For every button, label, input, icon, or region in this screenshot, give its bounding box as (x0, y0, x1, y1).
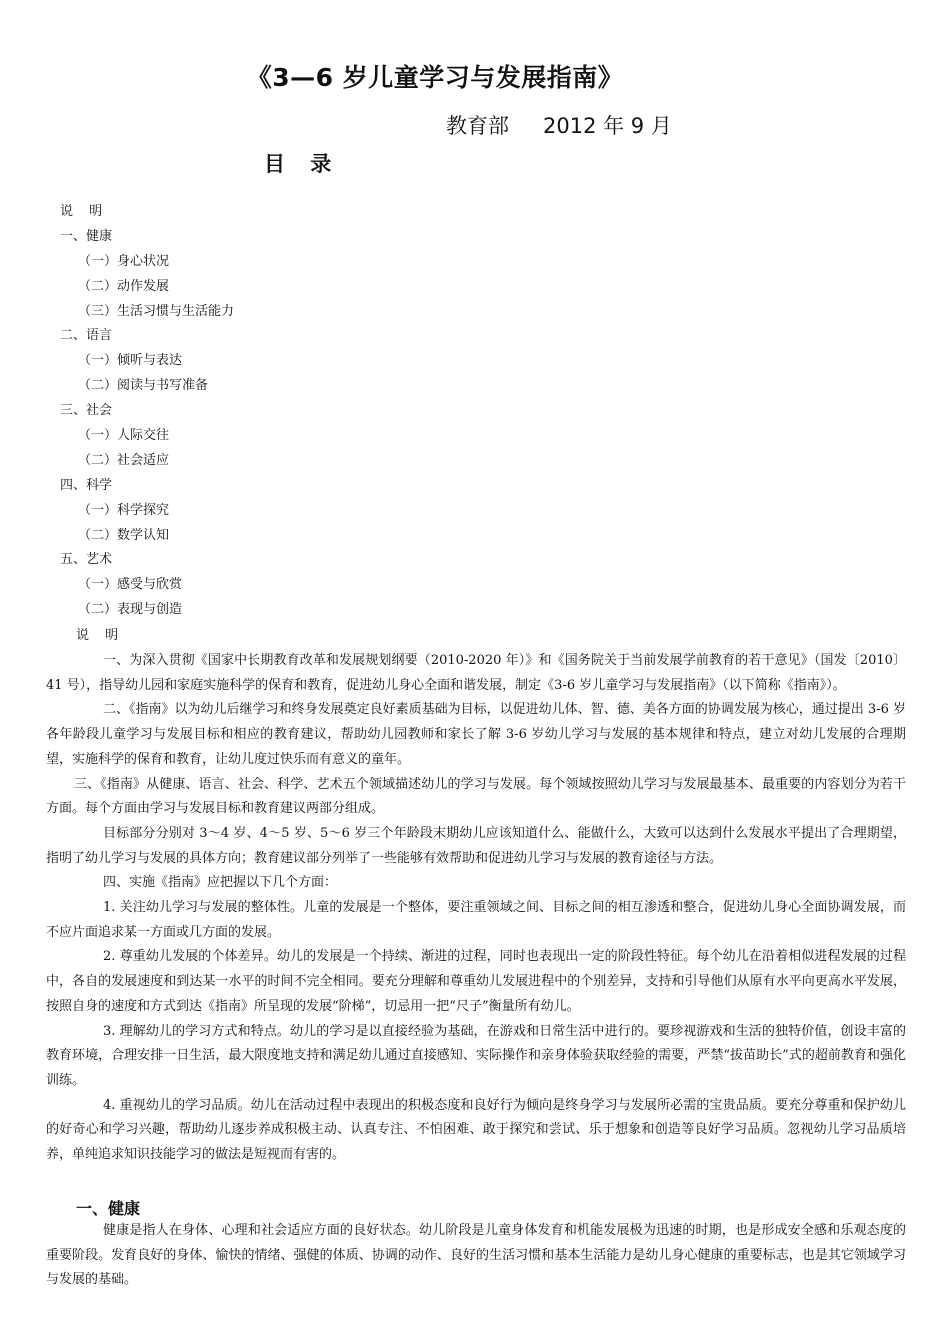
table-of-contents (60, 200, 234, 623)
document-date: 2012 年 9 月 (543, 114, 672, 138)
health-body (46, 1219, 906, 1293)
toc-item[interactable]: 说 明 (60, 204, 109, 219)
toc-item[interactable]: （三）生活习惯与生活能力 (78, 303, 235, 319)
paragraph: 1. 关注幼儿学习与发展的整体性。儿童的发展是一个整体，要注重领域之间、目标之间的相互渗透和整合，促进幼儿身心全面协调发展，而不应片面追求某一方面或几方面的发展。 (46, 900, 906, 940)
toc-item[interactable]: （二）阅读与书写准备 (78, 378, 209, 394)
document-author: 教育部 (446, 114, 509, 138)
toc-item[interactable]: 一、健康 (60, 228, 113, 244)
paragraph: 3. 理解幼儿的学习方式和特点。幼儿的学习是以直接经验为基础，在游戏和日常生活中进行的。要珍视游戏和生活的独特价值，创设丰富的教育环境，合理安排一日生活，最大限度地支持和满足幼儿通过直接感知、实际操作和亲身体验获取经验的需要，严禁“拔苗助长”式的超前教育和强化训练。 (46, 1023, 906, 1088)
toc-item[interactable]: （一）人际交往 (78, 428, 170, 444)
toc-item[interactable]: （一）感受与欣赏 (78, 577, 183, 593)
paragraph: 一、为深入贯彻《国家中长期教育改革和发展规划纲要（2010-2020 年）》和《国务院关于当前发展学前教育的若干意见》（国发〔2010〕41 号），指导幼儿园和家庭实施科学的保育和教育，促进幼儿身心全面和谐发展，制定《3-6 岁儿童学习与发展指南》（以下简称《指南》）。 (46, 653, 906, 693)
section-heading-health: 一、健康 (76, 1199, 141, 1218)
toc-item[interactable]: （一）倾听与表达 (78, 353, 183, 369)
toc-item[interactable]: （二）数学认知 (78, 527, 170, 543)
toc-item[interactable]: （一）科学探究 (78, 502, 170, 518)
toc-item[interactable]: （二）动作发展 (78, 278, 170, 294)
intro-body (46, 649, 906, 1168)
toc-item[interactable]: 二、语言 (60, 328, 113, 344)
toc-item[interactable]: 三、社会 (60, 403, 113, 419)
paragraph: 2. 尊重幼儿发展的个体差异。幼儿的发展是一个持续、渐进的过程，同时也表现出一定的阶段性特征。每个幼儿在沿着相似进程发展的过程中，各自的发展速度和到达某一水平的时间不完全相同。要充分理解和尊重幼儿发展进程中的个别差异，支持和引导他们从原有水平向更高水平发展，按照自身的速度和方式到达《指南》所呈现的发展“阶梯”，切忌用一把“尺子”衡量所有幼儿。 (46, 949, 906, 1014)
paragraph: 二、《指南》以为幼儿后继学习和终身发展奠定良好素质基础为目标，以促进幼儿体、智、德、美各方面的协调发展为核心，通过提出 3-6 岁各年龄段儿童学习与发展目标和相应的教育建议，帮助幼儿园教师和家长了解 3-6 岁幼儿学习与发展的基本规律和特点，建立对幼儿发展的合理期望，实施科学的保育和教育，让幼儿度过快乐而有意义的童年。 (46, 702, 906, 767)
document-byline (446, 110, 672, 140)
toc-item[interactable]: （二）表现与创造 (78, 602, 183, 618)
paragraph: 4. 重视幼儿的学习品质。幼儿在活动过程中表现出的积极态度和良好行为倾向是终身学习与发展所必需的宝贵品质。要充分尊重和保护幼儿的好奇心和学习兴趣，帮助幼儿逐步养成积极主动、认真专注、不怕困难、敢于探究和尝试、乐于想象和创造等良好学习品质。忽视幼儿学习品质培养，单纯追求知识技能学习的做法是短视而有害的。 (46, 1097, 906, 1163)
paragraph: 健康是指人在身体、心理和社会适应方面的良好状态。幼儿阶段是儿童身体发育和机能发展极为迅速的时期，也是形成安全感和乐观态度的重要阶段。发育良好的身体、愉快的情绪、强健的体质、协调的动作、良好的生活习惯和基本生活能力是幼儿身心健康的重要标志，也是其它领域学习与发展的基础。 (46, 1223, 906, 1288)
toc-item[interactable]: 五、艺术 (60, 552, 113, 568)
paragraph: 三、《指南》从健康、语言、社会、科学、艺术五个领域描述幼儿的学习与发展。每个领域按照幼儿学习与发展最基本、最重要的内容划分为若干方面。每个方面由学习与发展目标和教育建议两部分组成。 (46, 776, 906, 817)
toc-item[interactable]: 四、科学 (60, 477, 113, 493)
paragraph: 四、实施《指南》应把握以下几个方面： (103, 875, 338, 891)
intro-heading: 说 明 (76, 628, 125, 643)
document-title: 《3—6 岁儿童学习与发展指南》 (246, 63, 624, 92)
paragraph: 目标部分分别对 3～4 岁、4～5 岁、5～6 岁三个年龄段末期幼儿应该知道什么、能做什么，大致可以达到什么发展水平提出了合理期望，指明了幼儿学习与发展的具体方向；教育建议部分列举了一些能够有效帮助和促进幼儿学习与发展的教育途径与方法。 (46, 825, 906, 866)
toc-item[interactable]: （二）社会适应 (78, 452, 170, 468)
toc-item[interactable]: （一）身心状况 (78, 253, 170, 269)
toc-heading: 目 录 (264, 152, 341, 176)
